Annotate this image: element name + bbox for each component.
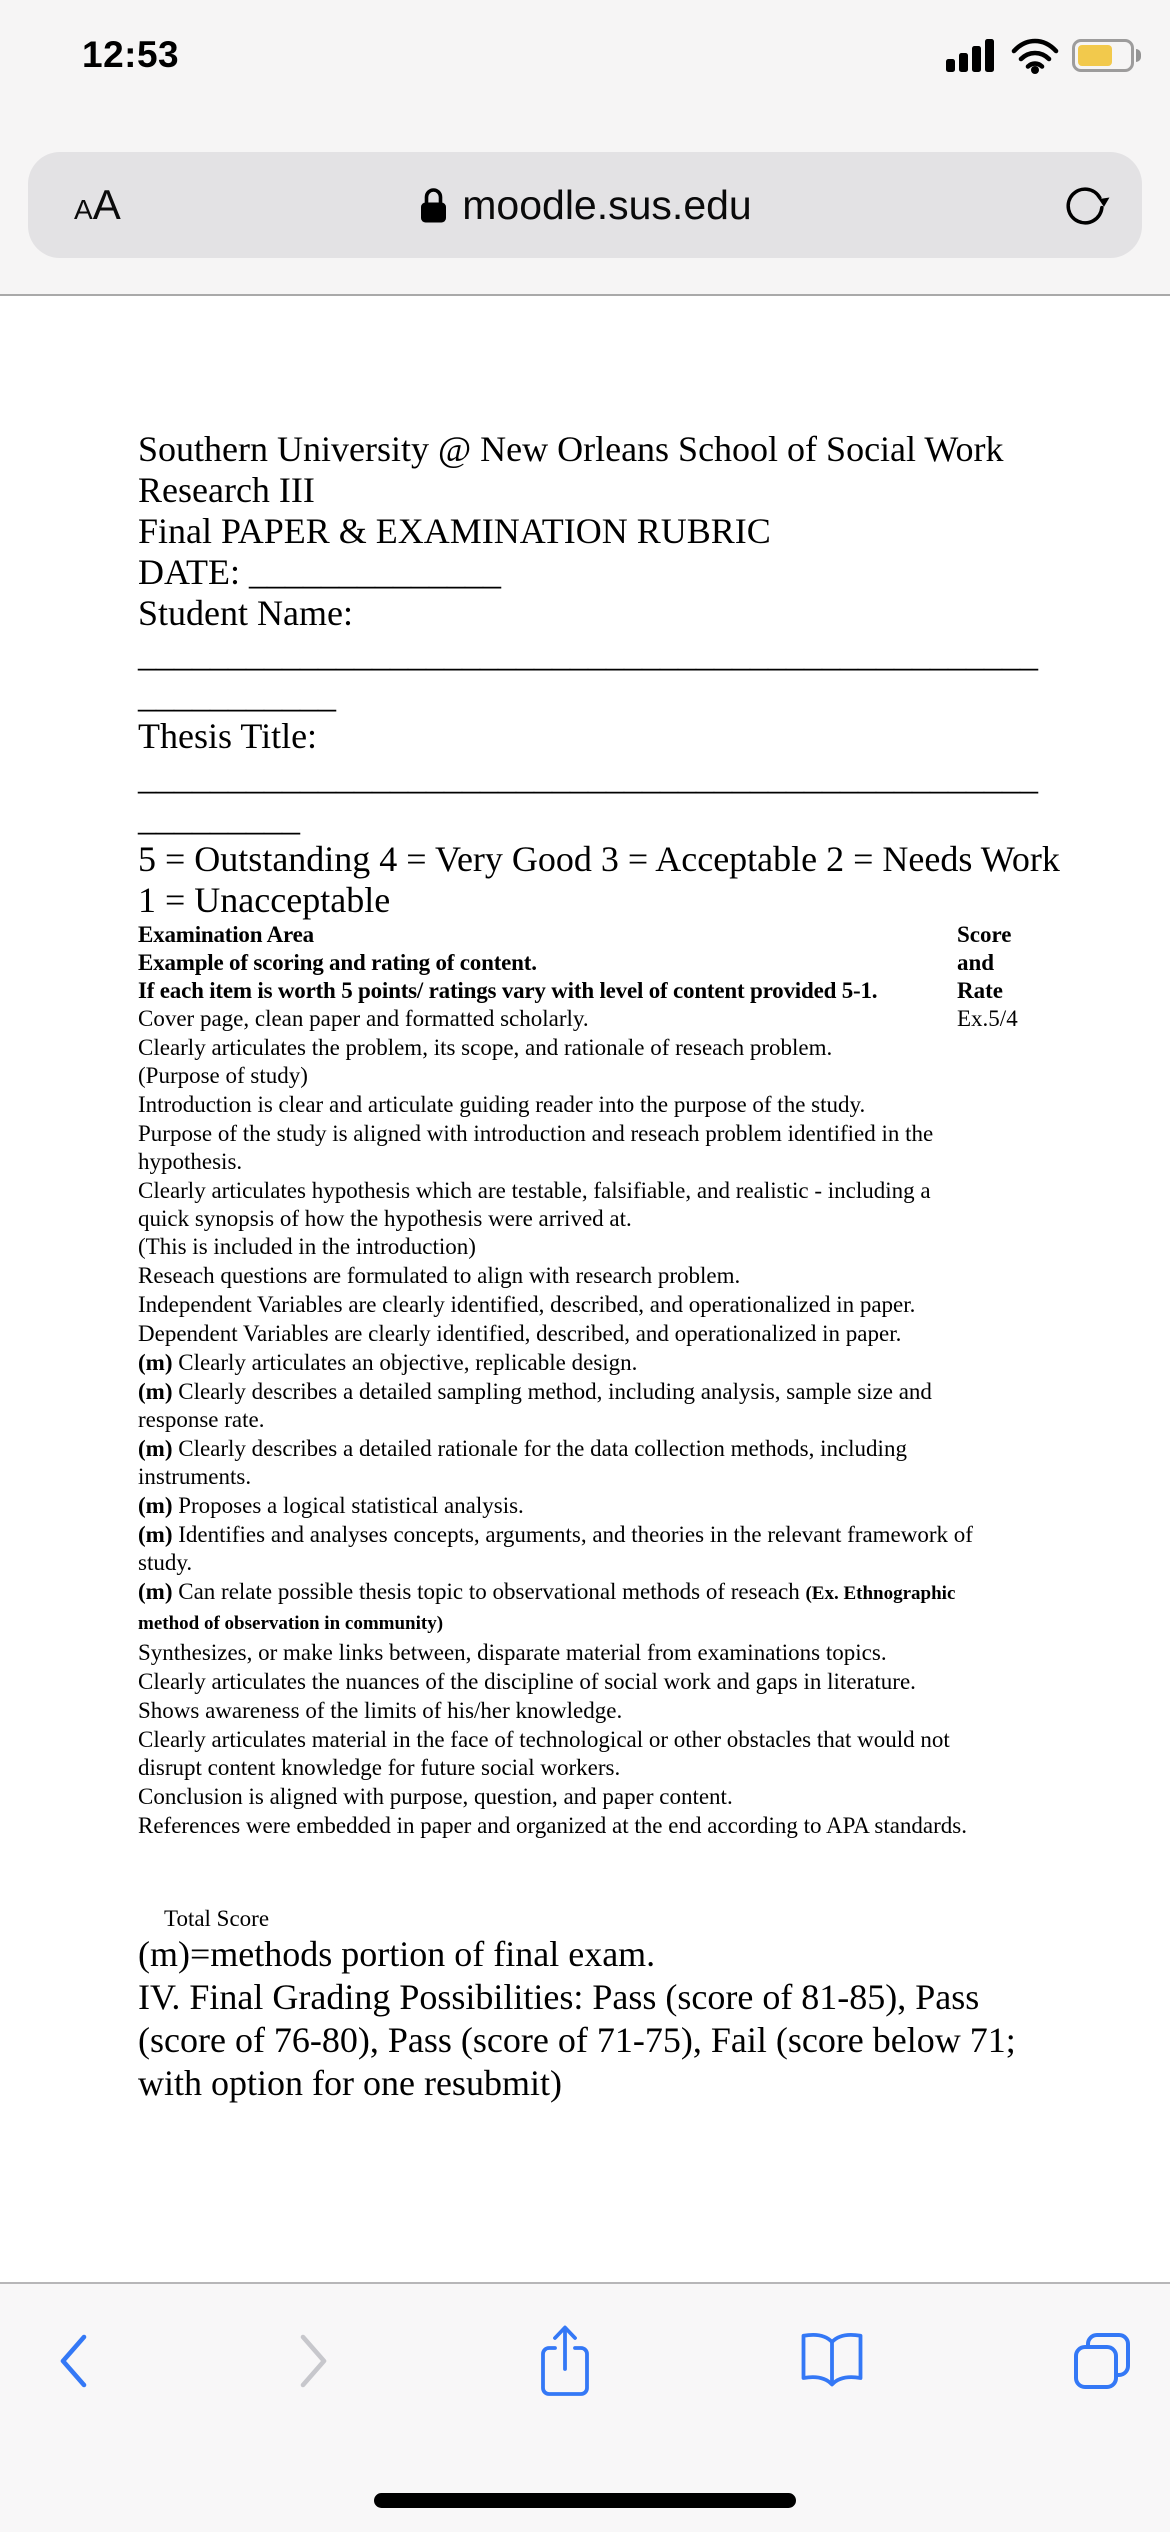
rubric-row: References were embedded in paper and organized at the end according to APA standards. [138, 1813, 967, 1838]
example-score: Ex.5/4 [957, 1006, 1018, 1031]
web-page-content [0, 298, 1170, 2282]
rubric-header-line: If each item is worth 5 points/ ratings vary with level of content provided 5-1. [138, 978, 878, 1003]
rubric-row: Cover page, clean paper and formatted scholarly. [138, 1006, 589, 1031]
score-column-line: Score [957, 922, 1012, 947]
home-indicator[interactable] [374, 2493, 796, 2508]
status-time: 12:53 [82, 34, 180, 75]
rubric-row: (m) Clearly articulates an objective, replicable design. [138, 1350, 638, 1375]
rating-scale-line: 5 = Outstanding 4 = Very Good 3 = Acceptable 2 = Needs Work [138, 839, 1060, 879]
url-domain-group [28, 152, 1142, 258]
rubric-header-line: Examination Area [138, 922, 314, 947]
forward-button[interactable] [295, 2330, 333, 2392]
tabs-icon [1070, 2329, 1134, 2393]
rubric-row: Clearly articulates hypothesis which are testable, falsifiable, and realistic - including a quick synopsis of how the hypothesis were arrived at. (This is included in the introduction) [138, 1178, 931, 1259]
bookmarks-button[interactable] [797, 2331, 867, 2391]
rubric-row: (m) Clearly describes a detailed sampling method, including analysis, sample size and response rate. [138, 1379, 932, 1432]
bookmarks-icon [797, 2331, 867, 2391]
battery-icon [1072, 39, 1134, 72]
share-button[interactable] [536, 2321, 594, 2401]
score-column-line: Rate [957, 978, 1003, 1003]
text-size-label-small: A [74, 194, 93, 225]
doc-title-line: Final PAPER & EXAMINATION RUBRIC [138, 511, 771, 551]
rubric-header-line: Example of scoring and rating of content. [138, 950, 537, 975]
rubric-table [138, 921, 1044, 1840]
rubric-row: (m) Can relate possible thesis topic to observational methods of reseach (Ex. Ethnographic method of observation in community) [138, 1579, 956, 1634]
rubric-row: Conclusion is aligned with purpose, question, and paper content. [138, 1784, 733, 1809]
rubric-row: Clearly articulates the nuances of the discipline of social work and gaps in literature. [138, 1669, 916, 1694]
wifi-icon [1010, 37, 1060, 74]
rubric-row: (m) Clearly describes a detailed rationale for the data collection methods, including instruments. [138, 1436, 907, 1489]
rubric-rows-area [138, 921, 976, 1840]
safari-top-chrome [0, 0, 1170, 296]
grading-text: IV. Final Grading Possibilities: Pass (score of 81-85), Pass (score of 76-80), Pass (score of 71-75), Fail (score below 71; with option for one resubmit) [138, 1977, 1016, 2103]
blank-line: _________ [138, 798, 300, 838]
reload-icon [1060, 180, 1110, 230]
date-line: DATE: ______________ [138, 552, 501, 592]
total-score-label: Total Score [164, 1906, 270, 1931]
battery-cap [1136, 49, 1141, 62]
forward-icon [295, 2330, 333, 2392]
rubric-row-list [138, 1034, 976, 1840]
rubric-row: Introduction is clear and articulate guiding reader into the purpose of the study. [138, 1092, 866, 1117]
lock-icon [418, 185, 449, 225]
rubric-row: Shows awareness of the limits of his/her knowledge. [138, 1698, 623, 1723]
rubric-row: Synthesizes, or make links between, disparate material from examinations topics. [138, 1640, 887, 1665]
rubric-row: Purpose of the study is aligned with introduction and reseach problem identified in the hypothesis. [138, 1121, 934, 1174]
score-column [957, 921, 1044, 1033]
methods-note: (m)=methods portion of final exam. [138, 1934, 656, 1974]
thesis-title-label: Thesis Title: [138, 716, 318, 756]
rubric-row: Clearly articulates the problem, its scope, and rationale of reseach problem. (Purpose of study) [138, 1035, 833, 1088]
rubric-row: Clearly articulates material in the face of technological or other obstacles that would not disrupt content knowledge for future social workers. [138, 1727, 950, 1780]
rubric-row: (m) Identifies and analyses concepts, arguments, and theories in the relevant framework of study. [138, 1522, 973, 1575]
blank-line: __________________________________________________ [138, 757, 1038, 797]
rubric-row: Independent Variables are clearly identified, described, and operationalized in paper. [138, 1292, 916, 1317]
rubric-document [138, 429, 1060, 2105]
status-bar [0, 24, 1170, 86]
reload-button[interactable] [1060, 180, 1110, 230]
rubric-row: (m) Proposes a logical statistical analysis. [138, 1493, 524, 1518]
rubric-row: Reseach questions are formulated to align with research problem. [138, 1263, 741, 1288]
back-icon [54, 2330, 92, 2392]
doc-title-line: Southern University @ New Orleans School of Social Work [138, 429, 1004, 469]
safari-bottom-toolbar [0, 2282, 1170, 2532]
back-button[interactable] [54, 2330, 92, 2392]
doc-title-line: Research III [138, 470, 315, 510]
toolbar-icons [54, 2318, 1134, 2404]
url-bar[interactable] [28, 152, 1142, 258]
text-size-label-big: A [92, 181, 121, 228]
blank-line: ___________ [138, 675, 336, 715]
cellular-signal-icon [946, 37, 998, 73]
tabs-button[interactable] [1070, 2329, 1134, 2393]
text-size-button[interactable] [74, 181, 121, 229]
blank-line: __________________________________________________ [138, 634, 1038, 674]
rating-scale-line: 1 = Unacceptable [138, 880, 391, 920]
status-icons [946, 37, 1142, 74]
rubric-row: Dependent Variables are clearly identified, described, and operationalized in paper. [138, 1321, 902, 1346]
student-name-label: Student Name: [138, 593, 353, 633]
url-domain: moodle.sus.edu [462, 181, 752, 228]
battery-fill [1078, 45, 1112, 66]
share-icon [536, 2321, 594, 2401]
score-column-line: and [957, 950, 995, 975]
